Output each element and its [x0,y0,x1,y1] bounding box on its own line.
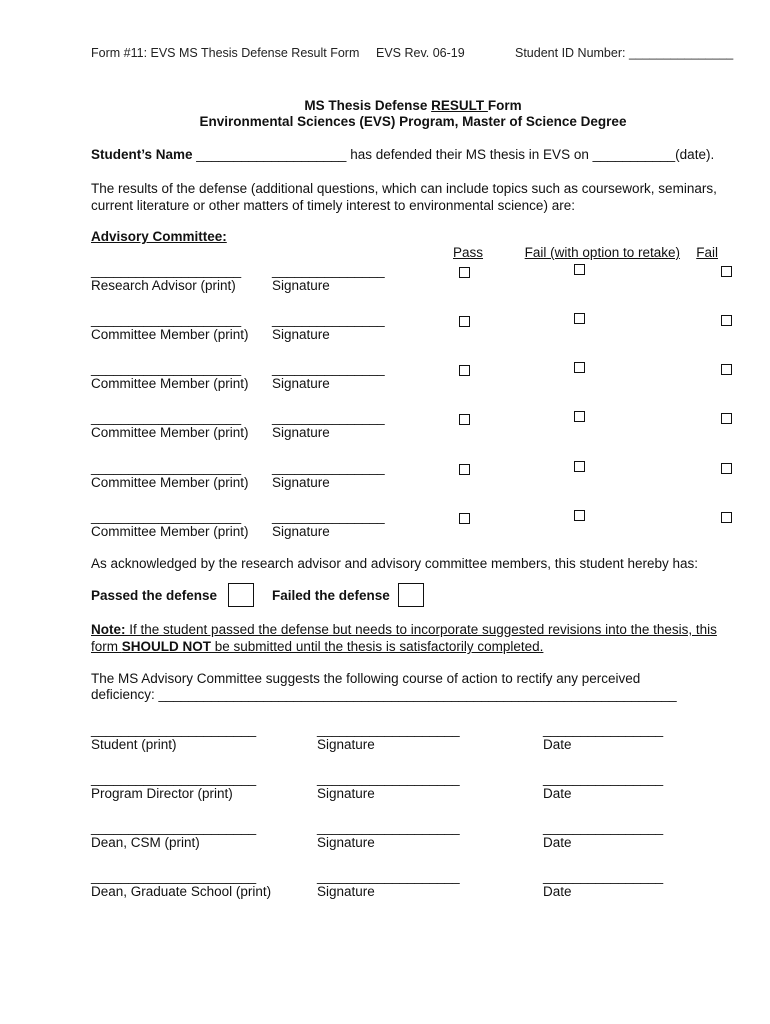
date-line[interactable]: ________________ [543,771,664,786]
print-name-line[interactable]: ______________________ [91,771,257,786]
date-line[interactable]: ________________ [543,869,664,884]
pass-checkbox[interactable] [459,464,470,475]
fail-checkbox[interactable] [721,512,732,523]
member-role-label: Committee Member (print) [91,475,249,490]
passed-checkbox[interactable] [228,583,254,607]
member-role-label: Committee Member (print) [91,524,249,539]
fail-retake-checkbox[interactable] [574,264,585,275]
suggestion-line-1: The MS Advisory Committee suggests the following course of action to rectify any perceived [91,671,641,686]
print-name-line[interactable]: ______________________ [91,869,257,884]
print-name-line[interactable]: ____________________ [91,263,242,278]
print-name-line[interactable]: ______________________ [91,722,257,737]
student-name-line[interactable]: Student’s Name ____________________ has defended their MS thesis in EVS on ___________(date). [91,147,715,162]
deficiency-field[interactable]: deficiency: _____________________________________________________________________ [91,687,677,702]
print-name-line[interactable]: ______________________ [91,820,257,835]
signature-label: Signature [272,327,330,342]
date-line[interactable]: ________________ [543,722,664,737]
date-line[interactable]: ________________ [543,820,664,835]
date-label: Date [543,884,572,899]
failed-checkbox[interactable] [398,583,424,607]
signer-role-label: Dean, Graduate School (print) [91,884,272,899]
fail-checkbox[interactable] [721,266,732,277]
signature-label: Signature [317,884,375,899]
note-paragraph: Note: If the student passed the defense but needs to incorporate suggested revisions into the thesis, this form SHOULD NOT be submitted until the thesis is satisfactorily completed. [91,622,717,654]
signer-role-label: Dean, CSM (print) [91,835,200,850]
col-pass-header: Pass [453,245,484,260]
student-id-field[interactable]: Student ID Number: _______________ [515,46,734,60]
passed-label: Passed the defense [91,588,218,603]
col-fail-retake-header: Fail (with option to retake) [524,245,680,260]
signature-label: Signature [272,376,330,391]
pass-checkbox[interactable] [459,316,470,327]
signer-role-label: Program Director (print) [91,786,233,801]
member-role-label: Research Advisor (print) [91,278,236,293]
signature-line[interactable]: _______________ [272,312,385,327]
signature-line[interactable]: ___________________ [317,771,460,786]
fail-retake-checkbox[interactable] [574,313,585,324]
page-subtitle: Environmental Sciences (EVS) Program, Master of Science Degree [199,114,627,129]
member-role-label: Committee Member (print) [91,327,249,342]
fail-retake-checkbox[interactable] [574,461,585,472]
fail-checkbox[interactable] [721,364,732,375]
signer-role-label: Student (print) [91,737,177,752]
form-name: Form #11: EVS MS Thesis Defense Result Form [91,46,360,60]
page-title: MS Thesis Defense RESULT Form [304,98,522,113]
signature-label: Signature [272,425,330,440]
signature-line[interactable]: _______________ [272,263,385,278]
advisory-committee-heading: Advisory Committee: [91,229,227,244]
pass-checkbox[interactable] [459,267,470,278]
date-label: Date [543,737,572,752]
member-role-label: Committee Member (print) [91,425,249,440]
pass-checkbox[interactable] [459,365,470,376]
signature-label: Signature [317,786,375,801]
form-revision: EVS Rev. 06-19 [376,46,465,60]
signature-label: Signature [272,524,330,539]
fail-checkbox[interactable] [721,463,732,474]
signature-label: Signature [317,835,375,850]
print-name-line[interactable]: ____________________ [91,361,242,376]
col-fail-header: Fail [696,245,718,260]
fail-retake-checkbox[interactable] [574,362,585,373]
fail-checkbox[interactable] [721,413,732,424]
signature-line[interactable]: ___________________ [317,869,460,884]
signature-label: Signature [272,475,330,490]
signature-label: Signature [272,278,330,293]
print-name-line[interactable]: ____________________ [91,312,242,327]
signature-line[interactable]: _______________ [272,410,385,425]
failed-label: Failed the defense [272,588,390,603]
fail-retake-checkbox[interactable] [574,411,585,422]
print-name-line[interactable]: ____________________ [91,509,242,524]
date-label: Date [543,835,572,850]
signature-label: Signature [317,737,375,752]
print-name-line[interactable]: ____________________ [91,410,242,425]
acknowledgement-text: As acknowledged by the research advisor and advisory committee members, this student hereby has: [91,556,699,571]
fail-checkbox[interactable] [721,315,732,326]
member-role-label: Committee Member (print) [91,376,249,391]
signature-line[interactable]: ___________________ [317,722,460,737]
signature-line[interactable]: ___________________ [317,820,460,835]
results-intro: The results of the defense (additional questions, which can include topics such as coursework, seminars, current literature or other matters of timely interest to environmental science) are: [91,181,717,213]
signature-line[interactable]: _______________ [272,361,385,376]
signature-line[interactable]: _______________ [272,509,385,524]
pass-checkbox[interactable] [459,513,470,524]
print-name-line[interactable]: ____________________ [91,460,242,475]
signature-line[interactable]: _______________ [272,460,385,475]
fail-retake-checkbox[interactable] [574,510,585,521]
date-label: Date [543,786,572,801]
pass-checkbox[interactable] [459,414,470,425]
